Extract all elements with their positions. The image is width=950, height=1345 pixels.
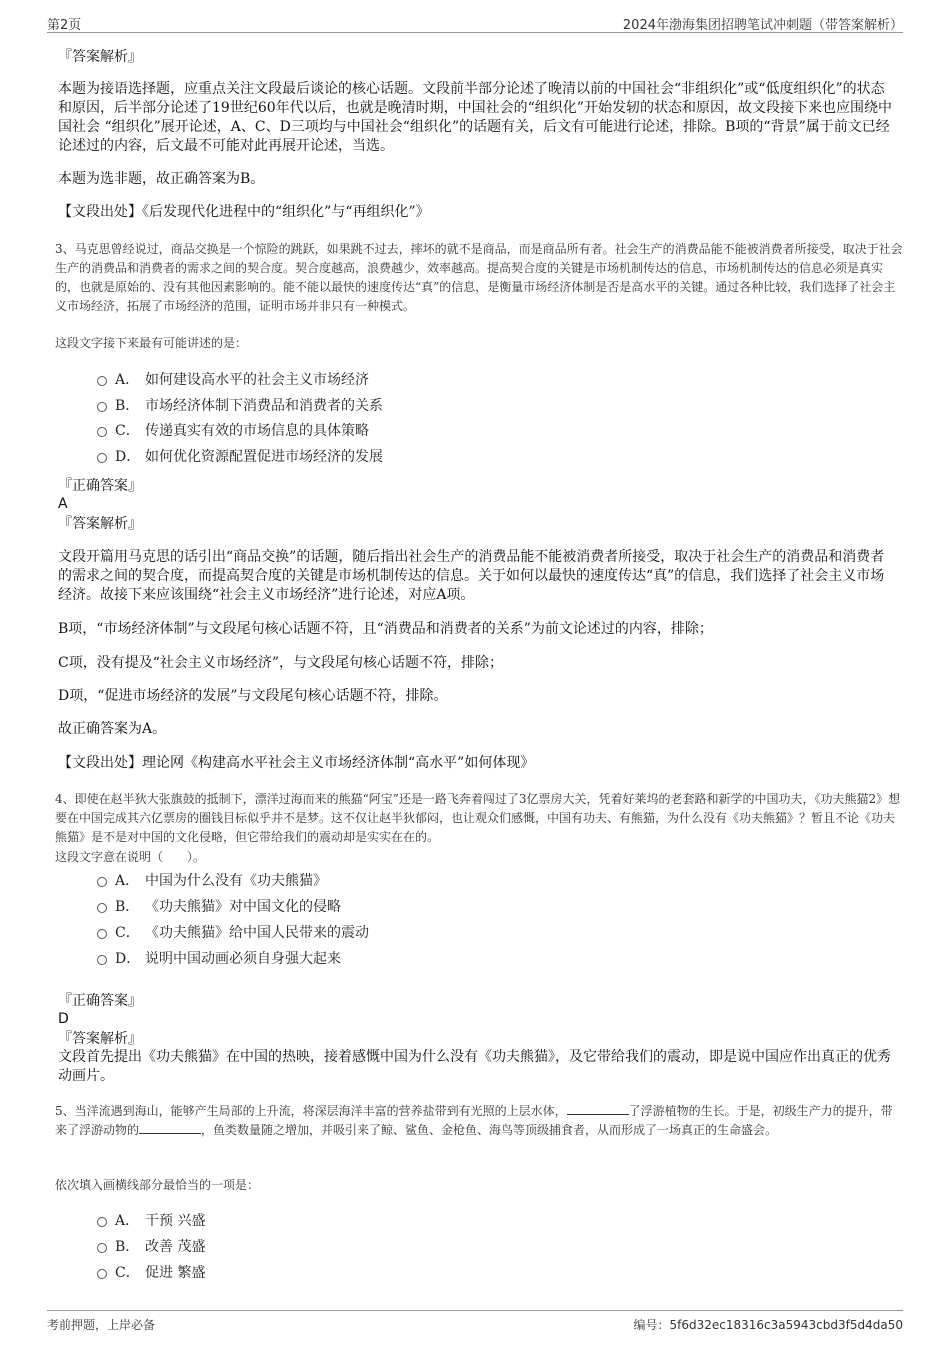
radio-button[interactable] [97,1217,107,1227]
question-4-option-b[interactable]: B． 《功夫熊猫》对中国文化的侵略 [97,897,341,917]
page-header [47,12,903,33]
analysis-label: 『答案解析』 [58,1031,142,1047]
fill-blank-2[interactable] [139,1121,201,1134]
radio-button[interactable] [97,929,107,939]
source-citation: 【文段出处】《后发现代化进程中的“组织化”与“再组织化”》 [58,204,430,220]
source-citation: 【文段出处】理论网《构建高水平社会主义市场经济体制“高水平”如何体现》 [58,755,535,771]
analysis-paragraph: C项，没有提及“社会主义市场经济”，与文段尾句核心话题不符，排除； [58,655,504,671]
question-3-option-a[interactable]: A． 如何建设高水平的社会主义市场经济 [97,370,369,390]
question-4-option-d[interactable]: D． 说明中国动画必须自身强大起来 [97,949,341,969]
analysis-paragraph: 文段开篇用马克思的话引出“商品交换”的话题，随后指出社会生产的消费品能不能被消费者所接受，取决于社会生产的消费品和消费者的需求之间的契合度，而提高契合度的关键是市场机制传达的信息。关于如何以最快的速度传达“真”的信息，我们选择了社会主义市场经济。故接下来应该围绕“社会主义市场经济”进行论述，对应A项。 [58,549,885,603]
radio-button[interactable] [97,877,107,887]
analysis-paragraph: D项，“促进市场经济的发展”与文段尾句核心话题不符，排除。 [58,688,448,704]
question-4-option-c[interactable]: C． 《功夫熊猫》给中国人民带来的震动 [97,923,369,943]
analysis-paragraph: B项，“市场经济体制”与文段尾句核心话题不符，且“消费品和消费者的关系”为前文论述过的内容，排除； [58,621,713,637]
correct-answer-label: 『正确答案』 [58,478,142,494]
question-5-option-b[interactable]: B． 改善 茂盛 [97,1237,205,1257]
analysis-label: 『答案解析』 [58,49,142,65]
radio-button[interactable] [97,427,107,437]
radio-button[interactable] [97,453,107,463]
document-code: 编号：5f6d32ec18316c3a5943cbd3f5d4da50 [633,1318,903,1332]
radio-button[interactable] [97,955,107,965]
question-5-option-a[interactable]: A． 干预 兴盛 [97,1211,205,1231]
correct-answer: A [58,496,68,512]
question-3-option-c[interactable]: C． 传递真实有效的市场信息的具体策略 [97,421,369,441]
correct-answer: D [58,1011,69,1027]
question-5-prompt: 依次填入画横线部分最恰当的一项是： [55,1178,260,1192]
analysis-conclusion: 本题为选非题，故正确答案为B。 [58,171,265,187]
page-footer [47,1310,903,1335]
question-3-option-d[interactable]: D． 如何优化资源配置促进市场经济的发展 [97,447,383,467]
analysis-conclusion: 故正确答案为A。 [58,721,167,737]
question-4-prompt: 这段文字意在说明（ ）。 [55,850,206,864]
question-4-stem: 4、即使在赵半狄大张旗鼓的抵制下，漂洋过海而来的熊猫“阿宝”还是一路飞奔着闯过了3亿票房大关，凭着好莱坞的老套路和新学的中国功夫，《功夫熊猫2》想要在中国完成其六亿票房的圈钱目标似乎并不是梦。这不仅让赵半狄郁闷，也让观众们感慨，中国有功夫、有熊猫，为什么没有《功夫熊猫》？暂且不论《功夫熊猫》是不是对中国的文化侵略，但它带给我们的震动却是实实在在的。 [55,792,901,844]
analysis-label: 『答案解析』 [58,516,142,532]
analysis-paragraph: 文段首先提出《功夫熊猫》在中国的热映，接着感慨中国为什么没有《功夫熊猫》，及它带给我们的震动，即是说中国应作出真正的优秀动画片。 [58,1049,891,1084]
radio-button[interactable] [97,402,107,412]
radio-button[interactable] [97,376,107,386]
question-3-stem: 3、马克思曾经说过，商品交换是一个惊险的跳跃，如果跳不过去，摔坏的就不是商品，而是商品所有者。社会生产的消费品能不能被消费者所接受，取决于社会生产的消费品和消费者的需求之间的契合度。契合度越高，浪费越少，效率越高。提高契合度的关键是市场机制传达的信息，市场机制传达的信息必须是真实的，也就是原始的、没有其他因素影响的。能不能以最快的速度传达“真”的信息，是衡量市场经济体制是否是高水平的关键。通过各种比较，我们选择了社会主义市场经济，拓展了市场经济的范围，证明市场并非只有一种模式。 [55,242,903,313]
question-5-option-c[interactable]: C． 促进 繁盛 [97,1263,205,1283]
question-5-stem: 5、当洋流遇到海山，能够产生局部的上升流，将深层海洋丰富的营养盐带到有光照的上层水体， 了浮游植物的生长。于是，初级生产力的提升，带来了浮游动物的 ，鱼类数量随之增加，并吸引来了鲸、鲨鱼、金枪鱼、海鸟等顶级捕食者，从而形成了一场真正的生命盛会。 [55,1104,893,1137]
question-3-option-b[interactable]: B． 市场经济体制下消费品和消费者的关系 [97,396,383,416]
radio-button[interactable] [97,903,107,913]
question-3-prompt: 这段文字接下来最有可能讲述的是： [55,336,248,350]
question-4-option-a[interactable]: A． 中国为什么没有《功夫熊猫》 [97,871,327,891]
correct-answer-label: 『正确答案』 [58,993,142,1009]
analysis-paragraph: 本题为接语选择题，应重点关注文段最后谈论的核心话题。文段前半部分论述了晚清以前的中国社会“非组织化”或“低度组织化”的状态和原因，后半部分论述了19世纪60年代以后，也就是晚清时期，中国社会的“组织化”开始发轫的状态和原因，故文段接下来也应围绕中国社会 “组织化”展开论述，A、C、D三项均与中国社会“组织化”的话题有关，后文有可能进行论述，排除。B项的“背景”属于前文已经论述过的内容，后文最不可能对此再展开论述，当选。 [58,81,892,154]
radio-button[interactable] [97,1269,107,1279]
footer-slogan: 考前押题，上岸必备 [47,1318,156,1332]
page-number: 第2页 [47,18,82,33]
radio-button[interactable] [97,1243,107,1253]
document-title: 2024年渤海集团招聘笔试冲刺题（带答案解析） [622,18,903,33]
fill-blank-1[interactable] [567,1102,629,1115]
